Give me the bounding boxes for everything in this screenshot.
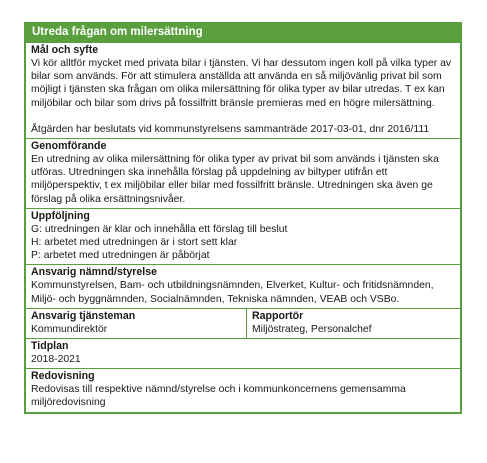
responsible-board-line: Kommunstyrelsen, Bam- och utbildningsnämnden, Elverket, Kultur- och fritidsnämnden, [31, 280, 434, 292]
responsible-official-heading: Ansvarig tjänsteman [31, 309, 136, 322]
followup-section [26, 208, 460, 265]
implementation-heading: Genomförande [31, 140, 107, 153]
implementation-text-line: En utredning av olika milersättning för olika typer av privat bil som används i tjänsten ska [31, 154, 439, 166]
reporting-text-line: Redovisas till respektive nämnd/styrelse och i kommunkoncernens gemensamma [31, 384, 406, 396]
action-card [24, 22, 462, 414]
responsible-board-section [26, 264, 460, 307]
decision-text: Åtgärden har beslutats vid kommunstyrelsens sammanträde 2017-03-01, dnr 2016/111 [31, 123, 430, 135]
reporting-section [26, 368, 460, 411]
reporting-text-line: miljöredovisning [31, 397, 106, 409]
implementation-section [26, 138, 460, 208]
followup-status-started: P: arbetet med utredningen är påbörjat [31, 250, 210, 262]
card-title: Utreda frågan om milersättning [26, 24, 460, 42]
responsibility-row [26, 308, 460, 338]
timeline-heading: Tidplan [31, 340, 69, 353]
reporting-heading: Redovisning [31, 370, 95, 383]
goal-text-line: möjligt i tjänsten ska frågan om olika milersättning för olika typer av bilar utredas. T ex kan [31, 84, 445, 96]
goal-section [26, 42, 460, 138]
goal-text-line: miljöbilar och bilar som drivs på fossilfritt bränsle premieras med en högre milersättning. [31, 97, 435, 109]
responsible-official-cell [26, 309, 247, 338]
timeline-value: 2018-2021 [31, 354, 81, 366]
followup-status-yellow: H: arbetet med utredningen är i stort sett klar [31, 237, 238, 249]
implementation-text-line: utföras. Utredningen ska innehålla förslag på uppdelning av biltyper utifrån ett [31, 167, 388, 179]
followup-status-green: G: utredningen är klar och innehålla ett förslag till beslut [31, 223, 288, 235]
reporter-value: Miljöstrateg, Personalchef [252, 323, 372, 335]
goal-text-line: bilar som används. För att stimulera anställda att använda en så miljövänlig privat bil som [31, 71, 442, 83]
paragraph-gap [31, 110, 455, 123]
goal-text-line: Vi kör alltför mycket med privata bilar i tjänsten. Vi har dessutom ingen koll på vilka typer av [31, 58, 452, 69]
implementation-text-line: förslag på olika ersättningsnivåer. [31, 193, 186, 205]
reporter-heading: Rapportör [252, 309, 304, 322]
implementation-text-line: miljöperspektiv, t ex miljöbilar eller bilar med fossilfritt bränsle. Utredningen ska även ge [31, 180, 433, 192]
followup-heading: Uppföljning [31, 209, 90, 222]
timeline-section [26, 338, 460, 368]
reporter-cell [247, 309, 460, 338]
responsible-board-heading: Ansvarig nämnd/styrelse [31, 266, 157, 279]
responsible-official-value: Kommundirektör [31, 323, 108, 335]
responsible-board-line: Miljö- och byggnämnden, Socialnämnden, Tekniska nämnden, VEAB och VSBo. [31, 293, 400, 305]
goal-heading: Mål och syfte [31, 44, 99, 56]
